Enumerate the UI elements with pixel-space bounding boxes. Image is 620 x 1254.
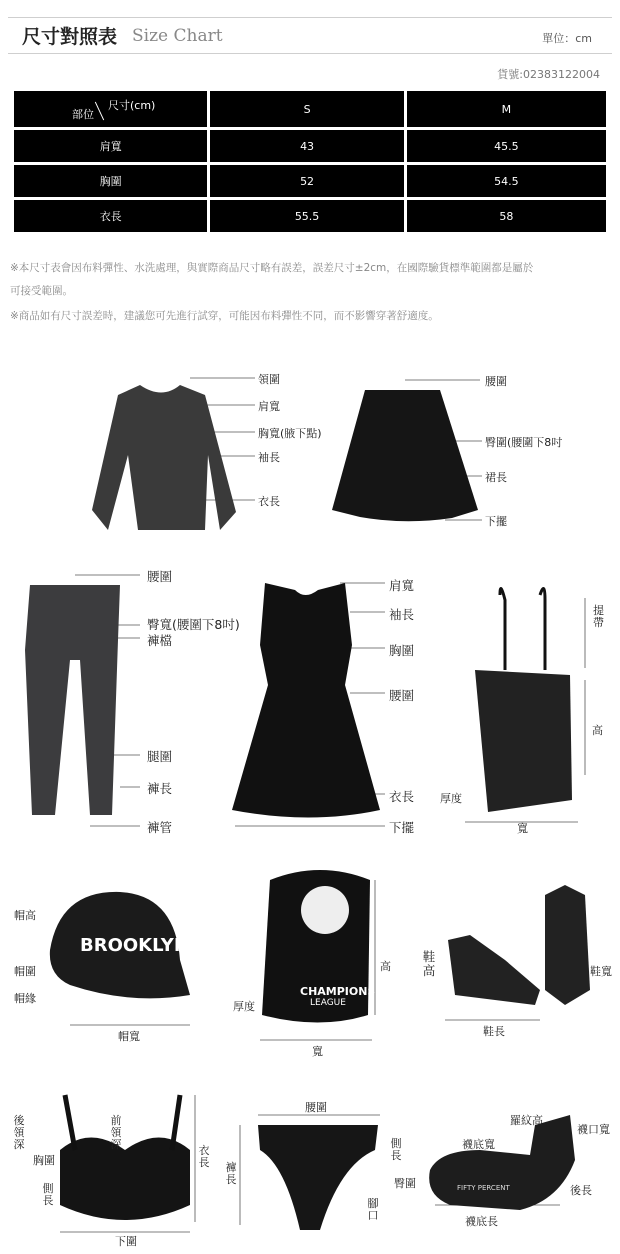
row-value: 54.5 (407, 165, 606, 197)
skirt-length-label: 裙長 (485, 471, 507, 484)
briefs-waist-label: 腰圍 (305, 1101, 327, 1114)
unit-label: 單位：cm (542, 32, 592, 45)
size-header-s: S (210, 91, 403, 127)
cap-circumference-label: 帽圍 (14, 965, 36, 978)
dress-waist-label: 腰圍 (389, 688, 415, 703)
row-value: 55.5 (210, 200, 403, 232)
shoe-height-label: 鞋高 (422, 949, 436, 978)
corner-part-label: 部位 (72, 108, 94, 121)
note-line-3: ※商品如有尺寸誤差時，建議您可先進行試穿，可能因布料彈性不同，而不影響穿著舒適度。 (10, 310, 439, 322)
page-title-en: Size Chart (132, 26, 223, 46)
sweater-sleeve-label: 袖長 (258, 451, 280, 464)
backpack-print-2: LEAGUE (310, 998, 346, 1008)
briefs-length-label: 褲長 (225, 1161, 237, 1186)
backpack-height-label: 高 (380, 960, 391, 973)
bag-height-label: 高 (592, 724, 603, 737)
sock-back-length-label: 後長 (570, 1184, 592, 1197)
note-line-1: ※本尺寸表會因布料彈性、水洗處理，與實際商品尺寸略有誤差，誤差尺寸±2cm，在國際驗貨標準範圍都是屬於 (10, 262, 534, 274)
dress-length-label: 衣長 (389, 789, 415, 804)
backpack-depth-label: 厚度 (233, 1000, 255, 1013)
bag-depth-label: 厚度 (440, 792, 462, 805)
briefs-leg-opening-label: 腳口 (367, 1197, 379, 1222)
note-line-2: 可接受範圍。 (10, 285, 73, 297)
product-code: 貨號:02383122004 (497, 68, 600, 81)
jeans-thigh-label: 腿圍 (147, 749, 173, 764)
dress-shoulder-label: 肩寬 (389, 578, 415, 593)
bra-length-label: 衣長 (198, 1144, 210, 1169)
backpack-width-label: 寬 (312, 1045, 323, 1058)
shoe-length-label: 鞋長 (483, 1025, 505, 1038)
skirt-waist-label: 腰圍 (485, 375, 507, 388)
skirt-hip-label: 臀圍(腰圍下8吋 (485, 436, 563, 449)
bra-front-neck-label: 前領深 (110, 1114, 122, 1151)
jeans-waist-label: 腰圍 (147, 569, 173, 584)
jeans-leg-opening-label: 褲管 (147, 820, 173, 835)
sock-print: FIFTY PERCENT (457, 1184, 510, 1192)
bag-handle-label: 提帶 (593, 604, 604, 629)
row-value: 58 (407, 200, 606, 232)
row-value: 43 (210, 130, 403, 162)
briefs-side-label: 側長 (390, 1137, 402, 1162)
dress-hem-label: 下擺 (389, 820, 415, 835)
jeans-hip-label: 臀寬(腰圍下8吋) (147, 617, 240, 632)
briefs-hip-label: 臀圍 (394, 1177, 416, 1190)
bag-width-label: 寬 (517, 822, 528, 835)
page-title: 尺寸對照表 (22, 26, 118, 48)
backpack-print-1: CHAMPIONS (300, 985, 376, 998)
sock-sole-width-label: 襪底寬 (462, 1138, 495, 1151)
sweater-chest-label: 胸寬(腋下點) (258, 427, 322, 440)
sweater-collar-label: 領圍 (258, 373, 280, 386)
row-part: 肩寬 (14, 130, 207, 162)
corner-size-label: 尺寸(cm) (108, 99, 156, 112)
sock-cuff-width-label: 襪口寬 (577, 1123, 610, 1136)
size-header-m: M (407, 91, 606, 127)
row-part: 衣長 (14, 200, 207, 232)
bra-side-label: 側長 (42, 1182, 54, 1207)
dress-sleeve-label: 袖長 (389, 607, 415, 622)
cap-brim-label: 帽緣 (14, 992, 36, 1005)
row-part: 胸圍 (14, 165, 207, 197)
bra-back-neck-label: 後領深 (13, 1114, 25, 1151)
jeans-length-label: 褲長 (147, 781, 173, 796)
row-value: 52 (210, 165, 403, 197)
dress-chest-label: 胸圍 (389, 643, 415, 658)
cap-height-label: 帽高 (14, 909, 36, 922)
skirt-hem-label: 下擺 (485, 515, 507, 528)
cap-width-label: 帽寬 (118, 1030, 140, 1043)
bra-chest-label: 胸圍 (33, 1154, 55, 1167)
sweater-shoulder-label: 肩寬 (258, 400, 280, 413)
sweater-length-label: 衣長 (258, 495, 280, 508)
row-value: 45.5 (407, 130, 606, 162)
sock-rib-label: 羅紋高 (510, 1114, 543, 1127)
cap-print: BROOKLYN (80, 935, 189, 956)
bra-underbust-label: 下圍 (115, 1235, 137, 1248)
shoe-width-label: 鞋寬 (590, 965, 612, 978)
sock-sole-length-label: 襪底長 (465, 1215, 498, 1228)
jeans-rise-label: 褲檔 (147, 633, 173, 648)
